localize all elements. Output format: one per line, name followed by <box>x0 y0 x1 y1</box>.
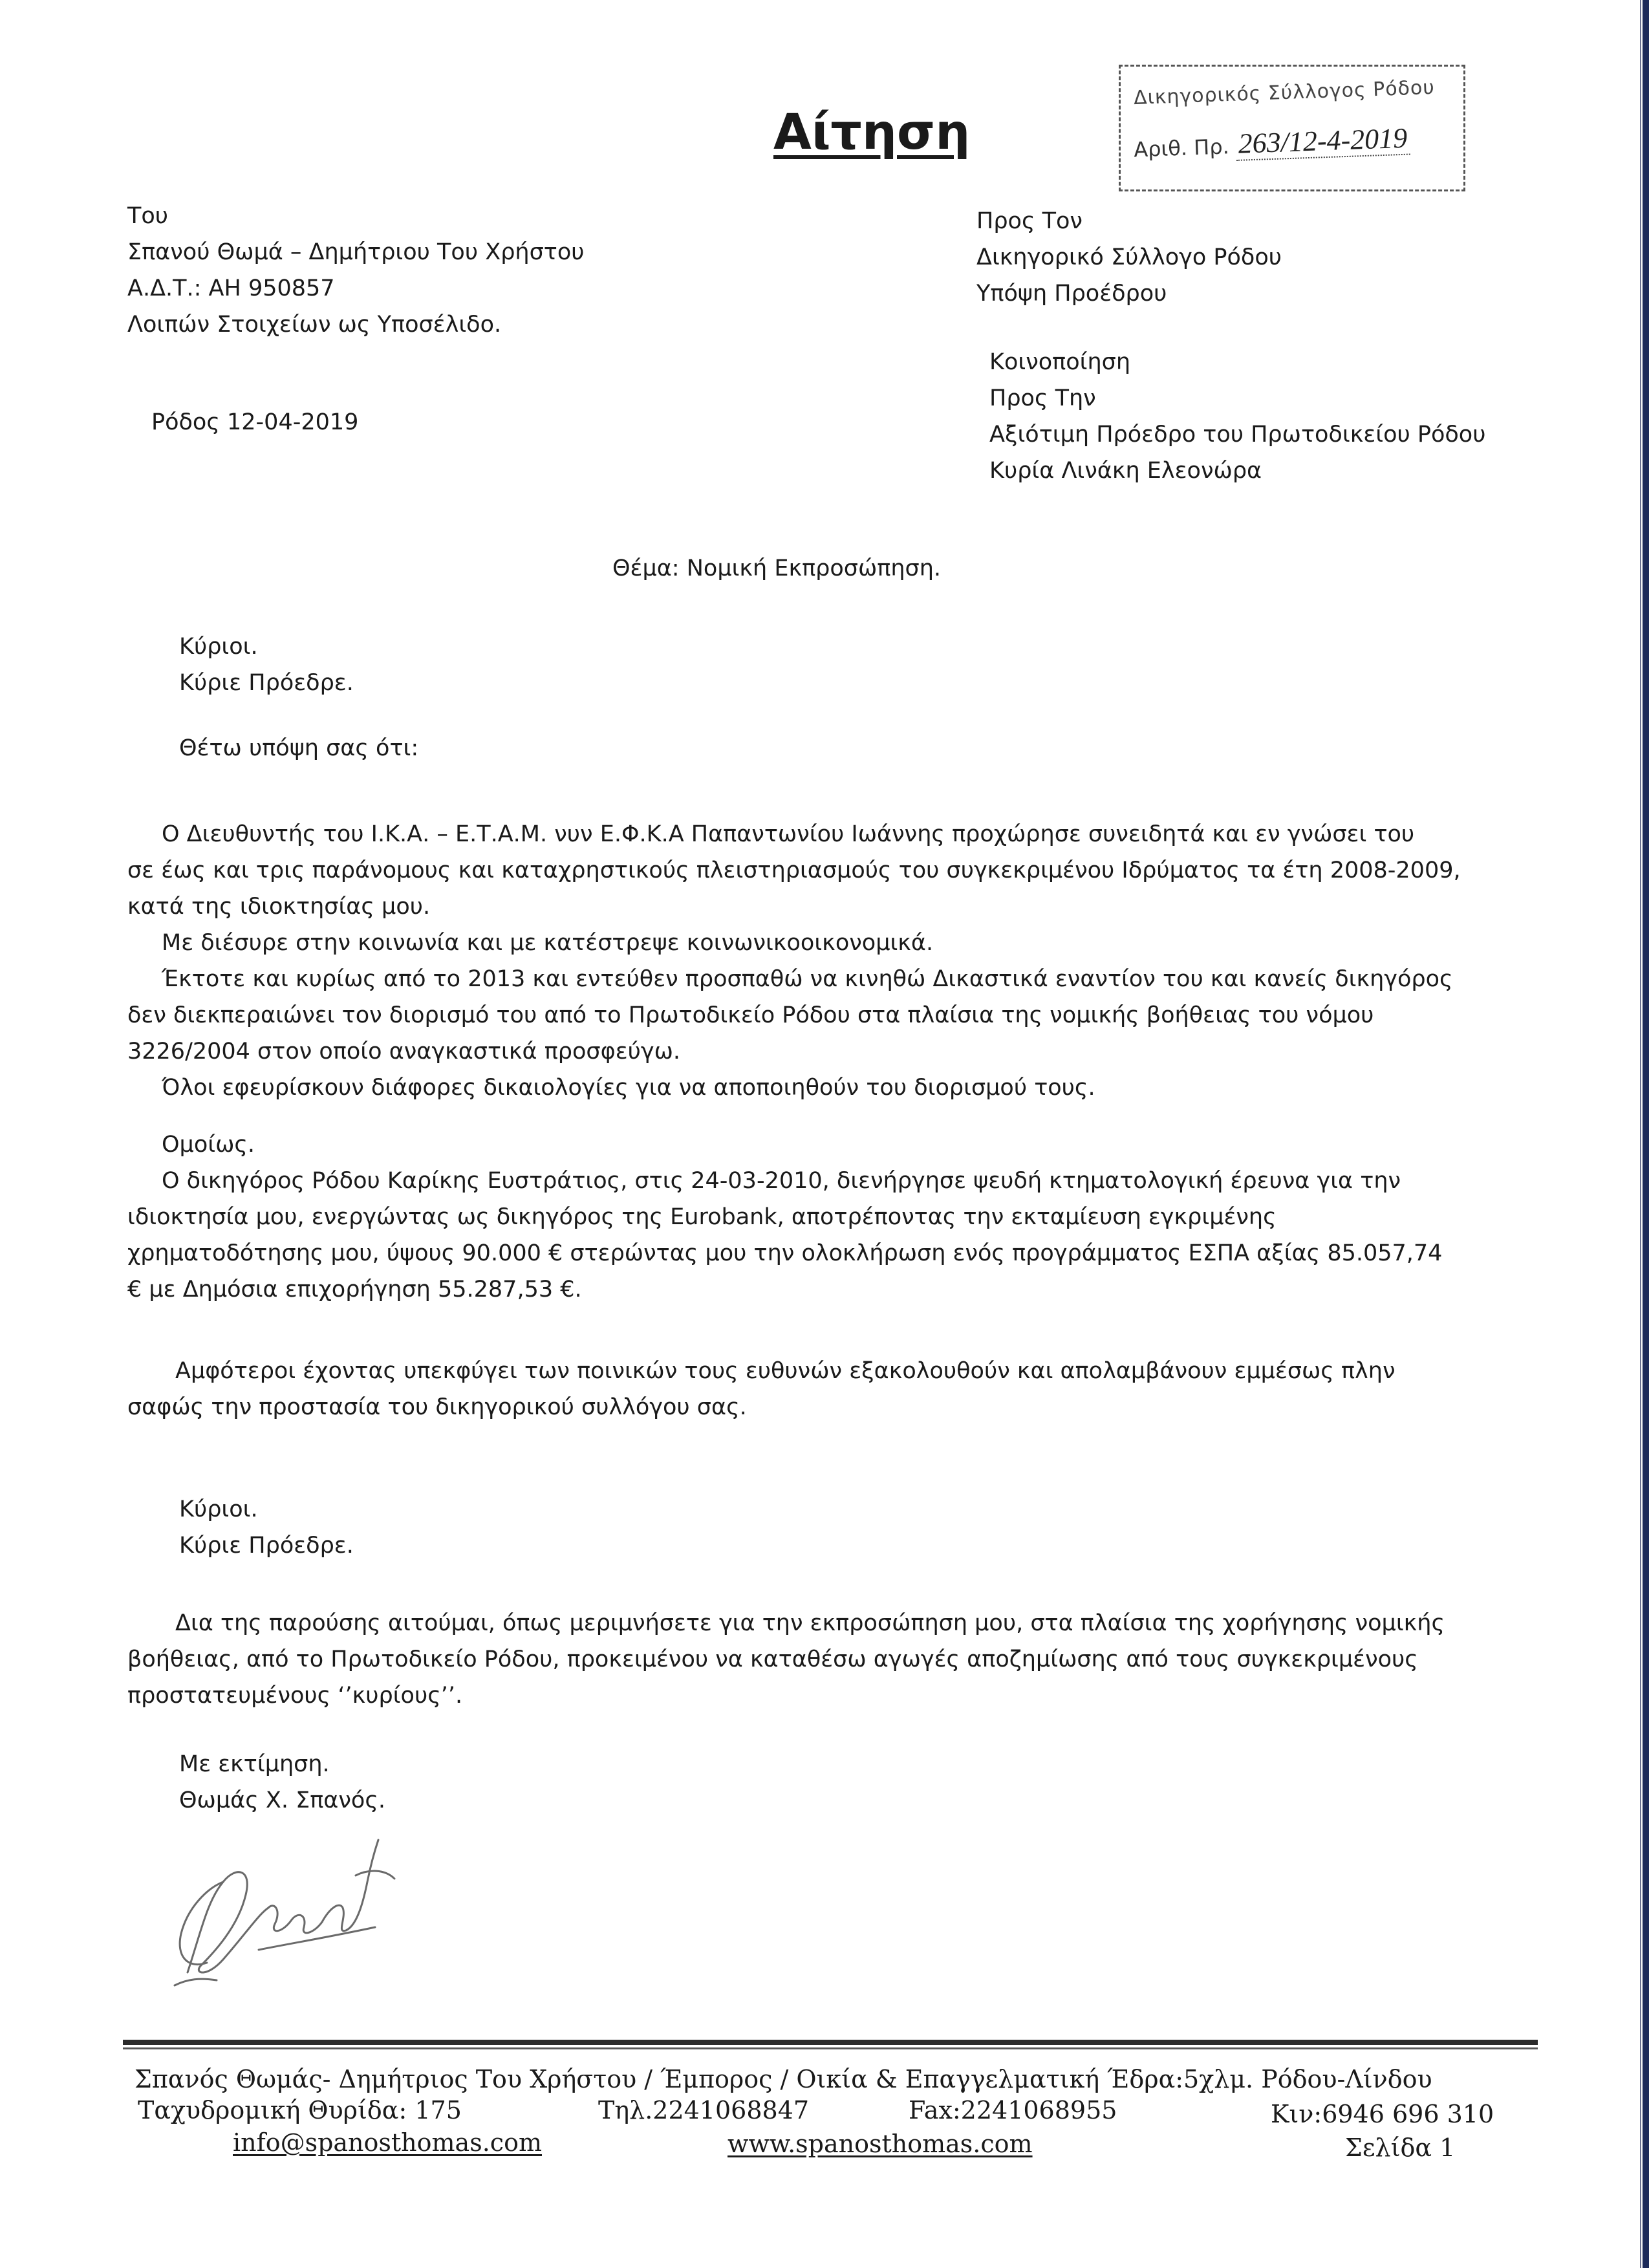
paragraph-1 <box>127 816 1461 1106</box>
sender-block <box>127 198 585 343</box>
salutation-line-1: Κύριοι. <box>179 634 258 660</box>
para1-line-3: κατά της ιδιοκτησίας μου. <box>127 894 431 920</box>
sender-line-2: Σπανού Θωμά – Δημήτριου Του Χρήστου <box>127 239 585 265</box>
stamp-number-value: 263/12-4-2019 <box>1235 122 1410 161</box>
footer-email-link[interactable]: info@spanosthomas.com <box>233 2128 542 2157</box>
scan-edge-line <box>1640 0 1641 2268</box>
footer-po-box: Ταχυδρομική Θυρίδα: 175 <box>138 2096 462 2124</box>
salutation-line-2: Κύριε Πρόεδρε. <box>179 670 354 696</box>
para1-line-1: Ο Διευθυντής του Ι.Κ.Α. – Ε.Τ.Α.Μ. νυν Ε.Φ.Κ.Α Παπαντωνίου Ιωάννης προχώρησε συνειδητά και εν γνώσει του <box>162 821 1415 847</box>
stamp-bar-association: Δικηγορικός Σύλλογος Ρόδου <box>1133 76 1436 110</box>
footer-website-link[interactable]: www.spanosthomas.com <box>727 2130 1033 2158</box>
scan-edge <box>1643 0 1649 2268</box>
sender-line-1: Του <box>127 203 169 229</box>
para2-line-3: ιδιοκτησία μου, ενεργώντας ως δικηγόρος της Eurobank, αποτρέποντας την εκταμίευση εγκριμένης <box>127 1204 1277 1230</box>
paragraph-3 <box>127 1353 1396 1425</box>
para2-line-5: € με Δημόσια επιχορήγηση 55.287,53 €. <box>127 1277 582 1302</box>
cc-block <box>989 344 1485 489</box>
salutation-2 <box>179 1491 354 1564</box>
para1-line-6: δεν διεκπεραιώνει τον διορισμό του από το Πρωτοδικείο Ρόδου στα πλαίσια της νομικής βοήθειας του νόμου <box>127 1002 1374 1028</box>
footer-address-line: Σπανός Θωμάς- Δημήτριος Του Χρήστου / Έμπορος / Οικία & Επαγγελματική Έδρα:5χλμ. Ρόδου-Λίνδου <box>135 2065 1432 2093</box>
para4-line-3: προστατευμένους ‘’κυρίους’’. <box>127 1683 463 1709</box>
footer-fax: Fax:2241068955 <box>909 2096 1117 2124</box>
handwritten-signature <box>162 1804 433 1998</box>
stamp-protocol <box>1133 124 1410 162</box>
para3-line-2: σαφώς την προστασία του δικηγορικού συλλόγου σας. <box>127 1394 747 1420</box>
footer-phone: Τηλ.2241068847 <box>598 2096 810 2124</box>
footer-rule <box>123 2040 1538 2045</box>
para2-line-2: Ο δικηγόρος Ρόδου Καρίκης Ευστράτιος, στις 24-03-2010, διενήργησε ψευδή κτηματολογική έρευνα για την <box>162 1168 1401 1194</box>
place-date: Ρόδος 12-04-2019 <box>151 409 359 435</box>
footer-mobile: Κιν:6946 696 310 <box>1271 2100 1494 2128</box>
recipient-line-2: Δικηγορικό Σύλλογο Ρόδου <box>976 244 1282 270</box>
cc-line-3: Αξιότιμη Πρόεδρο του Πρωτοδικείου Ρόδου <box>989 422 1486 448</box>
recipient-line-3: Υπόψη Προέδρου <box>976 281 1167 307</box>
paragraph-2 <box>127 1127 1442 1308</box>
recipient-block <box>976 203 1282 312</box>
para2-line-1: Ομοίως. <box>162 1132 255 1158</box>
registration-stamp <box>1119 65 1465 191</box>
salutation <box>179 629 354 701</box>
cc-line-2: Προς Την <box>989 385 1096 411</box>
para4-line-2: βοήθειας, από το Πρωτοδικείο Ρόδου, προκειμένου να καταθέσω αγωγές αποζημίωσης από τους συγκεκριμένους <box>127 1647 1418 1672</box>
closing-line-2: Θωμάς Χ. Σπανός. <box>179 1787 385 1813</box>
cc-line-4: Κυρία Λινάκη Ελεονώρα <box>989 458 1262 484</box>
document-title: Αίτηση <box>773 103 971 160</box>
recipient-line-1: Προς Τον <box>976 208 1083 234</box>
para1-line-2: σε έως και τρις παράνομους και καταχρηστικούς πλειστηριασμούς του συγκεκριμένου Ιδρύματος τα έτη 2008-2009, <box>127 858 1461 883</box>
sender-line-4: Λοιπών Στοιχείων ως Υποσέλιδο. <box>127 312 502 338</box>
cc-line-1: Κοινοποίηση <box>989 349 1131 375</box>
footer-rule-thin <box>123 2047 1538 2049</box>
para1-line-8: Όλοι εφευρίσκουν διάφορες δικαιολογίες για να αποποιηθούν του διορισμού τους. <box>162 1075 1095 1101</box>
salutation2-line-2: Κύριε Πρόεδρε. <box>179 1533 354 1559</box>
stamp-number-label: Αριθ. Πρ. <box>1133 134 1230 162</box>
intro-line: Θέτω υπόψη σας ότι: <box>179 735 419 761</box>
para1-line-7: 3226/2004 στον οποίο αναγκαστικά προσφεύγω. <box>127 1039 681 1064</box>
para4-line-1: Δια της παρούσης αιτούμαι, όπως μεριμνήσετε για την εκπροσώπηση μου, στα πλαίσια της χορήγησης νομικής <box>175 1610 1445 1636</box>
salutation2-line-1: Κύριοι. <box>179 1496 258 1522</box>
sender-line-3: Α.Δ.Τ.: ΑΗ 950857 <box>127 275 335 301</box>
subject-line: Θέμα: Νομική Εκπροσώπηση. <box>612 556 942 581</box>
para3-line-1: Αμφότεροι έχοντας υπεκφύγει των ποινικών τους ευθυνών εξακολουθούν και απολαμβάνουν εμμέσως πλην <box>175 1358 1396 1384</box>
para2-line-4: χρηματοδότησης μου, ύψους 90.000 € στερώντας μου την ολοκλήρωση ενός προγράμματος ΕΣΠΑ αξίας 85.057,74 <box>127 1240 1443 1266</box>
para1-line-4: Με διέσυρε στην κοινωνία και με κατέστρεψε κοινωνικοοικονομικά. <box>162 930 934 956</box>
footer-page-number: Σελίδα 1 <box>1345 2133 1456 2162</box>
para1-line-5: Έκτοτε και κυρίως από το 2013 και εντεύθεν προσπαθώ να κινηθώ Δικαστικά εναντίον του και κανείς δικηγόρος <box>162 966 1453 992</box>
closing-line-1: Με εκτίμηση. <box>179 1751 330 1777</box>
paragraph-4 <box>127 1605 1445 1714</box>
